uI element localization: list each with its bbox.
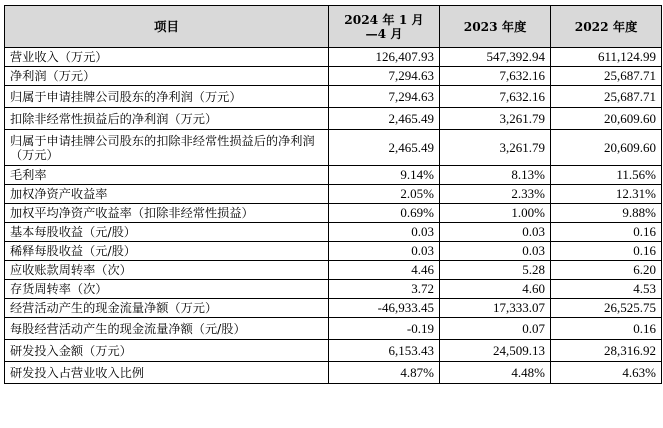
cell-2023: 3,261.79	[440, 108, 551, 130]
cell-2022: 0.16	[551, 242, 662, 261]
cell-2023: 4.48%	[440, 362, 551, 384]
cell-2022: 20,609.60	[551, 130, 662, 166]
row-label: 加权平均净资产收益率（扣除非经常性损益）	[5, 204, 329, 223]
table-row	[5, 86, 662, 108]
cell-2024: 2,465.49	[329, 108, 440, 130]
cell-2022: 28,316.92	[551, 340, 662, 362]
financial-metrics-table	[4, 5, 662, 384]
header-2022: 2022 年度	[551, 6, 662, 48]
cell-2022: 12.31%	[551, 185, 662, 204]
table-row	[5, 340, 662, 362]
row-label: 研发投入金额（万元）	[5, 340, 329, 362]
cell-2024: 7,294.63	[329, 67, 440, 86]
row-label: 稀释每股收益（元/股）	[5, 242, 329, 261]
row-label: 归属于申请挂牌公司股东的扣除非经常性损益后的净利润（万元）	[5, 130, 329, 166]
header-item: 项目	[5, 6, 329, 48]
table-row	[5, 280, 662, 299]
cell-2023: 17,333.07	[440, 299, 551, 318]
cell-2024: -0.19	[329, 318, 440, 340]
row-label: 存货周转率（次）	[5, 280, 329, 299]
cell-2023: 547,392.94	[440, 48, 551, 67]
cell-2023: 7,632.16	[440, 86, 551, 108]
row-label: 基本每股收益（元/股）	[5, 223, 329, 242]
cell-2022: 0.16	[551, 223, 662, 242]
table-row	[5, 108, 662, 130]
cell-2024: 4.87%	[329, 362, 440, 384]
cell-2024: 2.05%	[329, 185, 440, 204]
cell-2023: 0.03	[440, 223, 551, 242]
table-row	[5, 166, 662, 185]
table-row	[5, 185, 662, 204]
table-row	[5, 204, 662, 223]
table-row	[5, 261, 662, 280]
table-row	[5, 67, 662, 86]
row-label: 研发投入占营业收入比例	[5, 362, 329, 384]
row-label: 经营活动产生的现金流量净额（万元）	[5, 299, 329, 318]
header-2024	[329, 6, 440, 48]
cell-2022: 11.56%	[551, 166, 662, 185]
cell-2022: 6.20	[551, 261, 662, 280]
cell-2023: 24,509.13	[440, 340, 551, 362]
cell-2024: 126,407.93	[329, 48, 440, 67]
cell-2022: 25,687.71	[551, 86, 662, 108]
cell-2022: 4.63%	[551, 362, 662, 384]
cell-2024: 2,465.49	[329, 130, 440, 166]
cell-2024: -46,933.45	[329, 299, 440, 318]
cell-2022: 611,124.99	[551, 48, 662, 67]
cell-2023: 7,632.16	[440, 67, 551, 86]
row-label: 毛利率	[5, 166, 329, 185]
cell-2024: 4.46	[329, 261, 440, 280]
cell-2024: 6,153.43	[329, 340, 440, 362]
cell-2022: 26,525.75	[551, 299, 662, 318]
cell-2024: 0.69%	[329, 204, 440, 223]
header-2023: 2023 年度	[440, 6, 551, 48]
cell-2024: 0.03	[329, 242, 440, 261]
cell-2022: 0.16	[551, 318, 662, 340]
cell-2022: 25,687.71	[551, 67, 662, 86]
header-row	[5, 6, 662, 48]
header-2024-line1: 2024 年 1 月	[344, 12, 424, 27]
row-label: 扣除非经常性损益后的净利润（万元）	[5, 108, 329, 130]
cell-2023: 0.03	[440, 242, 551, 261]
table-row	[5, 299, 662, 318]
cell-2023: 4.60	[440, 280, 551, 299]
cell-2023: 5.28	[440, 261, 551, 280]
row-label: 归属于申请挂牌公司股东的净利润（万元）	[5, 86, 329, 108]
cell-2024: 9.14%	[329, 166, 440, 185]
header-2024-line2: —4 月	[365, 26, 403, 41]
cell-2024: 0.03	[329, 223, 440, 242]
table-row	[5, 318, 662, 340]
header-artifact	[4, 2, 8, 4]
table-row	[5, 362, 662, 384]
cell-2024: 7,294.63	[329, 86, 440, 108]
cell-2022: 20,609.60	[551, 108, 662, 130]
cell-2023: 2.33%	[440, 185, 551, 204]
table-row	[5, 223, 662, 242]
cell-2023: 8.13%	[440, 166, 551, 185]
table-row	[5, 48, 662, 67]
table-row	[5, 130, 662, 166]
row-label: 应收账款周转率（次）	[5, 261, 329, 280]
cell-2023: 1.00%	[440, 204, 551, 223]
cell-2023: 0.07	[440, 318, 551, 340]
row-label: 加权净资产收益率	[5, 185, 329, 204]
cell-2022: 9.88%	[551, 204, 662, 223]
table-row	[5, 242, 662, 261]
cell-2023: 3,261.79	[440, 130, 551, 166]
cell-2024: 3.72	[329, 280, 440, 299]
cell-2022: 4.53	[551, 280, 662, 299]
row-label: 净利润（万元）	[5, 67, 329, 86]
row-label: 营业收入（万元）	[5, 48, 329, 67]
row-label: 每股经营活动产生的现金流量净额（元/股）	[5, 318, 329, 340]
